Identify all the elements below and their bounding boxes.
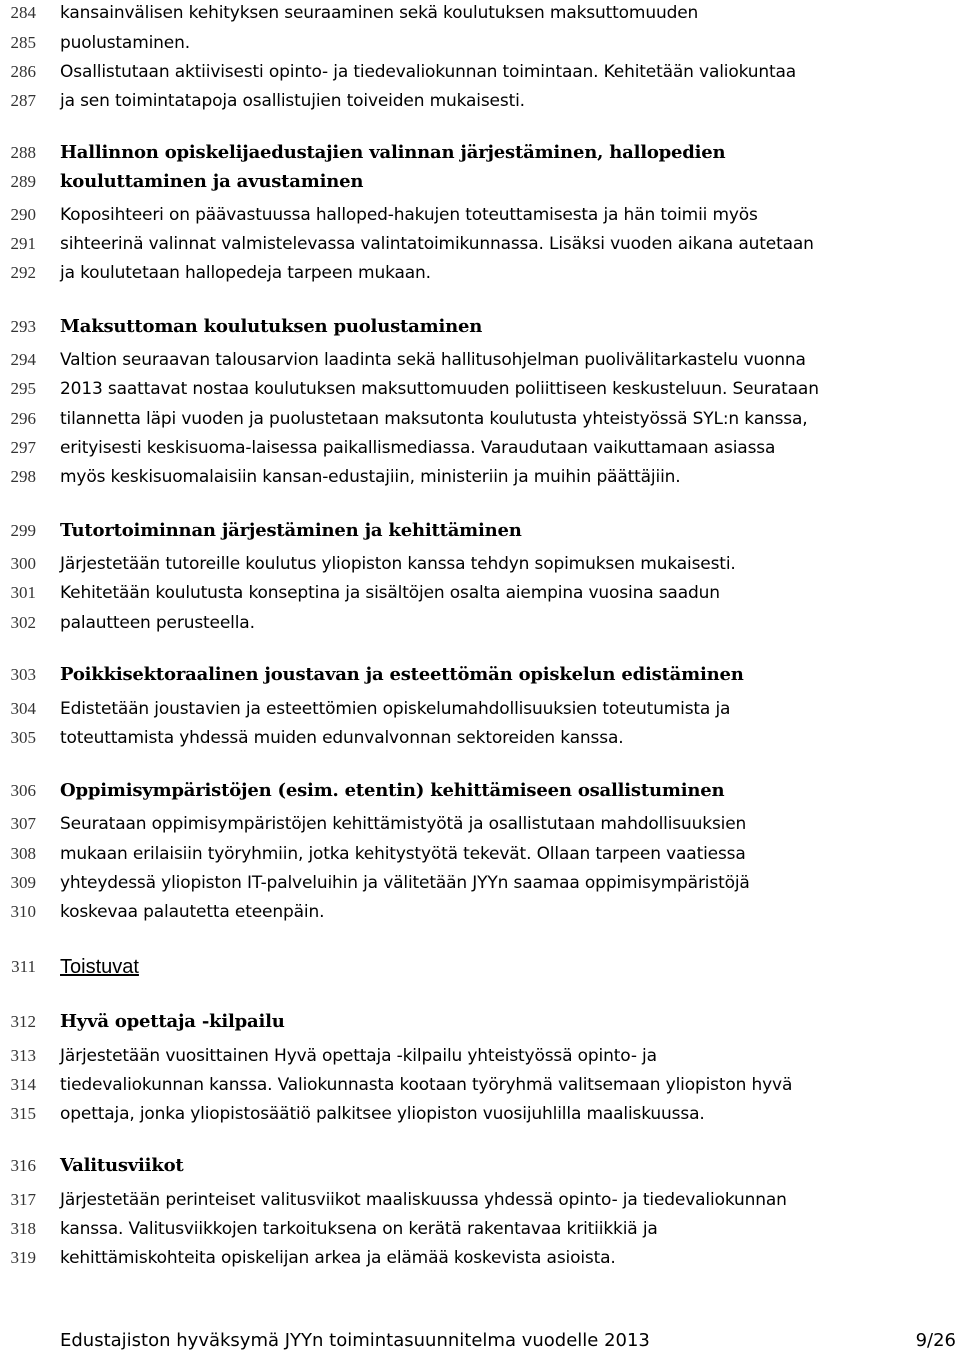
- line-number: 299: [10, 521, 36, 540]
- line-number: 304: [10, 699, 36, 718]
- line-number: 318: [10, 1219, 36, 1238]
- section-heading: Toistuvat: [60, 956, 139, 978]
- body-text-line: 2013 saattavat nostaa koulutuksen maksuttomuuden poliittiseen keskusteluun. Seurataan: [60, 379, 819, 399]
- body-text-line: Osallistutaan aktiivisesti opinto- ja tiedevaliokunnan toimintaan. Kehitetään valiokuntaa: [60, 62, 797, 82]
- line-number: 287: [10, 91, 36, 110]
- line-number: 315: [10, 1104, 36, 1123]
- body-text-line: ja koulutetaan hallopedeja tarpeen mukaan.: [60, 263, 431, 283]
- line-number: 311: [11, 957, 36, 976]
- line-number: 319: [10, 1248, 36, 1267]
- line-number: 303: [10, 665, 36, 684]
- section-heading: Oppimisympäristöjen (esim. etentin) kehittämiseen osallistuminen: [60, 780, 725, 801]
- line-number: 309: [10, 873, 36, 892]
- footer-title: Edustajiston hyväksymä JYYn toimintasuunnitelma vuodelle 2013: [60, 1330, 650, 1351]
- line-number: 284: [10, 3, 36, 22]
- body-text-line: Edistetään joustavien ja esteettömien opiskelumahdollisuuksien toteutumista ja: [60, 699, 731, 719]
- body-text-line: koskevaa palautetta eteenpäin.: [60, 902, 325, 922]
- line-number: 306: [10, 781, 36, 800]
- body-text-line: sihteerinä valinnat valmistelevassa valintatoimikunnassa. Lisäksi vuoden aikana autetaan: [60, 234, 814, 254]
- section-heading: Maksuttoman koulutuksen puolustaminen: [60, 316, 483, 337]
- line-number: 285: [10, 33, 36, 52]
- line-number: 297: [10, 438, 36, 457]
- body-text-line: erityisesti keskisuoma-laisessa paikallismediassa. Varaudutaan vaikuttamaan asiassa: [60, 438, 776, 458]
- line-number: 292: [10, 263, 36, 282]
- line-number: 310: [10, 902, 36, 921]
- line-number: 290: [10, 205, 36, 224]
- line-number: 295: [10, 379, 36, 398]
- body-text-line: Järjestetään tutoreille koulutus yliopiston kanssa tehdyn sopimuksen mukaisesti.: [60, 554, 736, 574]
- line-number: 289: [10, 172, 36, 191]
- line-number: 301: [10, 583, 36, 602]
- body-text-line: Järjestetään perinteiset valitusviikot maaliskuussa yhdessä opinto- ja tiedevaliokunnan: [60, 1190, 787, 1210]
- line-number: 313: [10, 1046, 36, 1065]
- line-number: 312: [10, 1012, 36, 1031]
- body-text-line: puolustaminen.: [60, 33, 190, 53]
- line-number: 294: [10, 350, 36, 369]
- body-text-line: myös keskisuomalaisiin kansan-edustajiin, ministeriin ja muihin päättäjiin.: [60, 467, 681, 487]
- body-text-line: mukaan erilaisiin työryhmiin, jotka kehitystyötä tekevät. Ollaan tarpeen vaatiessa: [60, 844, 746, 864]
- section-heading: Tutortoiminnan järjestäminen ja kehittäminen: [60, 520, 522, 541]
- page-number: 9/26: [915, 1330, 956, 1351]
- line-number: 316: [10, 1156, 36, 1175]
- line-number: 286: [10, 62, 36, 81]
- body-text-line: kanssa. Valitusviikkojen tarkoituksena on kerätä rakentavaa kritiikkiä ja: [60, 1219, 658, 1239]
- section-heading: Valitusviikot: [60, 1155, 184, 1176]
- body-text-line: Seurataan oppimisympäristöjen kehittämistyötä ja osallistutaan mahdollisuuksien: [60, 814, 747, 834]
- section-heading: Poikkisektoraalinen joustavan ja esteettömän opiskelun edistäminen: [60, 664, 744, 685]
- body-text-line: kehittämiskohteita opiskelijan arkea ja elämää koskevista asioista.: [60, 1248, 616, 1268]
- line-number: 293: [10, 317, 36, 336]
- body-text-line: palautteen perusteella.: [60, 613, 255, 633]
- body-text-line: tilannetta läpi vuoden ja puolustetaan maksutonta koulutusta yhteistyössä SYL:n kanssa,: [60, 409, 808, 429]
- line-number: 307: [10, 814, 36, 833]
- section-heading: Hallinnon opiskelijaedustajien valinnan järjestäminen, hallopedien: [60, 142, 726, 163]
- line-number: 298: [10, 467, 36, 486]
- body-text-line: ja sen toimintatapoja osallistujien toiveiden mukaisesti.: [60, 91, 525, 111]
- body-text-line: Koposihteeri on päävastuussa halloped-hakujen toteuttamisesta ja hän toimii myös: [60, 205, 758, 225]
- body-text-line: Valtion seuraavan talousarvion laadinta sekä hallitusohjelman puolivälitarkastelu vuonna: [60, 350, 806, 370]
- section-heading: Hyvä opettaja -kilpailu: [60, 1011, 285, 1032]
- line-number: 305: [10, 728, 36, 747]
- line-number: 288: [10, 143, 36, 162]
- line-number: 300: [10, 554, 36, 573]
- body-text-line: Kehitetään koulutusta konseptina ja sisältöjen osalta aiempina vuosina saadun: [60, 583, 720, 603]
- line-number: 302: [10, 613, 36, 632]
- body-text-line: Järjestetään vuosittainen Hyvä opettaja -kilpailu yhteistyössä opinto- ja: [60, 1046, 657, 1066]
- section-heading: kouluttaminen ja avustaminen: [60, 171, 364, 192]
- line-number: 296: [10, 409, 36, 428]
- body-text-line: toteuttamista yhdessä muiden edunvalvonnan sektoreiden kanssa.: [60, 728, 624, 748]
- line-number: 317: [10, 1190, 36, 1209]
- body-text-line: kansainvälisen kehityksen seuraaminen sekä koulutuksen maksuttomuuden: [60, 3, 699, 23]
- body-text-line: tiedevaliokunnan kanssa. Valiokunnasta kootaan työryhmä valitsemaan yliopiston hyvä: [60, 1075, 793, 1095]
- body-text-line: opettaja, jonka yliopistosäätiö palkitsee yliopiston vuosijuhlilla maaliskuussa.: [60, 1104, 705, 1124]
- line-number: 308: [10, 844, 36, 863]
- line-number: 291: [10, 234, 36, 253]
- line-number: 314: [10, 1075, 36, 1094]
- body-text-line: yhteydessä yliopiston IT-palveluihin ja välitetään JYYn saamaa oppimisympäristöjä: [60, 873, 750, 893]
